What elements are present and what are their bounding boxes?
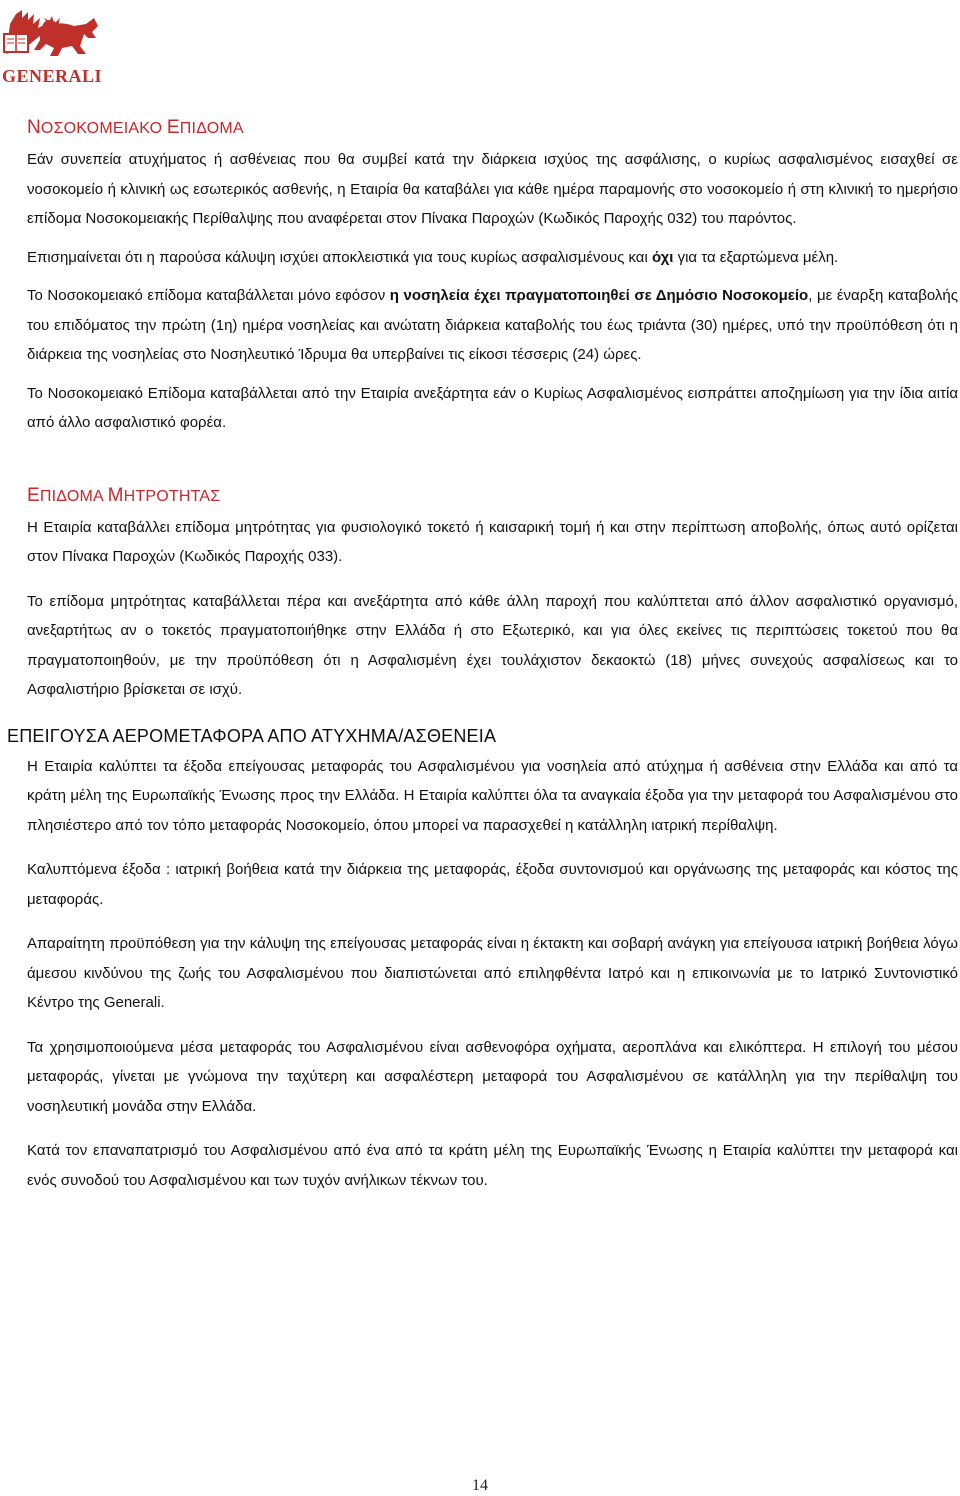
section-title-emergency-air-transport: ΕΠΕΙΓΟΥΣΑ ΑΕΡΟΜΕΤΑΦΟΡΑ ΑΠΟ ΑΤΥΧΗΜΑ/ΑΣΘΕΝΕΙΑ [7,725,497,746]
air-paragraph-1: Η Εταιρία καλύπτει τα έξοδα επείγουσας μεταφοράς του Ασφαλισμένου για νοσηλεία από ατύχημα ή ασθένεια στην Ελλάδα και από τα κράτη μέλη της Ευρωπαϊκής Ένωσης προς την Ελλάδα. Η Εταιρία καλύπτει όλα τα αναγκαία έξοδα για την μεταφορά του Ασφαλισμένου στο πλησιέστερο από τον τόπο μεταφοράς Νοσοκομείο, όπου μπορεί να παρασχεθεί η κατάλληλη ιατρική περίθαλψη. [27,757,958,834]
winged-lion-logo-icon [0,4,104,66]
maternity-paragraph-2: Το επίδομα μητρότητας καταβάλλεται πέρα και ανεξάρτητα από κάθε άλλη παροχή που καλύπτεται από άλλον ασφαλιστικό οργανισμό, ανεξαρτήτως αν ο τοκετός πραγματοποιήθηκε στην Ελλάδα ή στο Εξωτερικό, και για όλες εκείνες τις περιπτώσεις τοκετού που θα πραγματοποιηθούν, με την προϋπόθεση ότι η Ασφαλισμένη έχει τουλάχιστον δεκαοκτώ (18) μήνες συνεχούς ασφαλίσεως και το Ασφαλιστήριο βρίσκεται σε ισχύ. [27,592,958,698]
section-title-hospital-allowance: ΝΟΣΟΚΟΜΕΙΑΚΟ ΕΠΙΔΟΜΑ [27,117,244,138]
air-paragraph-4: Τα χρησιμοποιούμενα μέσα μεταφοράς του Ασφαλισμένου είναι ασθενοφόρα οχήματα, αεροπλάνα και ελικόπτερα. Η επιλογή του μέσου μεταφοράς, γίνεται με γνώμονα την ταχύτερη και ασφαλέστερη μεταφορά του Ασφαλισμένου σε κατάλληλη για την περίθαλψη του νοσηλευτική μονάδα στην Ελλάδα. [27,1038,958,1115]
air-paragraph-3: Απαραίτητη προϋπόθεση για την κάλυψη της επείγουσας μεταφοράς είναι η έκτακτη και σοβαρή ανάγκη για επείγουσα ιατρική βοήθεια λόγω άμεσου κινδύνου της ζωής του Ασφαλισμένου που διαπιστώνεται από επιληφθέντα Ιατρό και η επικοινωνία με το Ιατρικό Συντονιστικό Κέντρο της Generali. [27,935,958,1011]
document-body [7,112,958,1195]
maternity-paragraph-1: Η Εταιρία καταβάλλει επίδομα μητρότητας για φυσιολογικό τοκετό ή καισαρική τομή ή και στην περίπτωση αποβολής, όπως αυτό ορίζεται στον Πίνακα Παροχών (Κωδικός Παροχής 033). [27,518,958,565]
air-paragraph-5: Κατά τον επαναπατρισμό του Ασφαλισμένου από ένα από τα κράτη μέλη της Ευρωπαϊκής Ένωσης η Εταιρία καλύπτει την μεταφορά και ενός συνοδού του Ασφαλισμένου και των τυχόν ανήλικων τέκνων του. [27,1142,958,1189]
page-number: 14 [472,1477,488,1494]
hospital-paragraph-4: Το Νοσοκομειακό Επίδομα καταβάλλεται από την Εταιρία ανεξάρτητα εάν ο Κυρίως Ασφαλισμένος εισπράττει αποζημίωση για την ίδια αιτία από άλλο ασφαλιστικό φορέα. [27,384,958,431]
hospital-paragraph-1: Εάν συνεπεία ατυχήματος ή ασθένειας που θα συμβεί κατά την διάρκεια ισχύος της ασφάλισης, ο κυρίως ασφαλισμένος εισαχθεί σε νοσοκομείο ή κλινική ως εσωτερικός ασθενής, η Εταιρία θα καταβάλει για κάθε ημέρα παραμονής στο νοσοκομείο ή στη κλινική το ημερήσιο επίδομα Νοσοκομειακής Περίθαλψης που αναφέρεται στον Πίνακα Παροχών (Κωδικός Παροχής 032) του παρόντος. [27,151,958,227]
section-title-maternity-allowance: ΕΠΙΔΟΜΑ ΜΗΤΡΟΤΗΤΑΣ [27,484,221,506]
hospital-paragraph-2: Επισημαίνεται ότι η παρούσα κάλυψη ισχύει αποκλειστικά για τους κυρίως ασφαλισμένους και όχι για τα εξαρτώμενα μέλη. [27,248,839,266]
hospital-paragraph-3: Το Νοσοκομειακό επίδομα καταβάλλεται μόνο εφόσον η νοσηλεία έχει πραγματοποιηθεί σε Δημόσιο Νοσοκομείο, με έναρξη καταβολής του επιδόματος την πρώτη (1η) ημέρα νοσηλείας και ανώτατη διάρκεια καταβολής του έως τριάντα (30) ημέρες, υπό την προϋπόθεση ότι η διάρκεια της νοσηλείας στο Νοσηλευτικό Ίδρυμα θα υπερβαίνει τις είκοσι τέσσερις (24) ώρες. [27,287,958,363]
generali-logo [0,4,104,84]
air-paragraph-2: Καλυπτόμενα έξοδα : ιατρική βοήθεια κατά την διάρκεια της μεταφοράς, έξοδα συντονισμού και οργάνωσης της μεταφοράς και κόστος της μεταφοράς. [27,861,958,908]
brand-wordmark: GENERALI [1,66,103,86]
